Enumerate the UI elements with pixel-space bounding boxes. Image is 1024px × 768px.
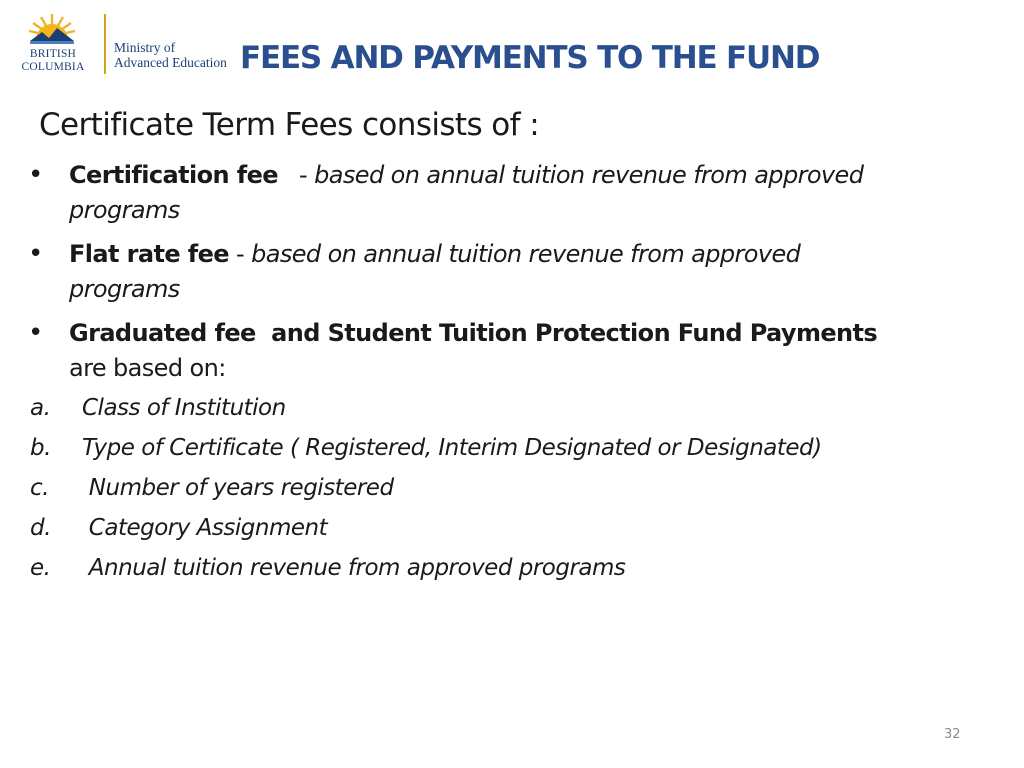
criteria-letter: a. bbox=[30, 395, 51, 421]
criteria-item bbox=[30, 388, 822, 428]
logo-divider bbox=[104, 14, 106, 74]
bullet-separator: - bbox=[277, 161, 315, 189]
bc-ministry-logo bbox=[12, 10, 227, 76]
bullet-certification-fee bbox=[26, 158, 966, 228]
bullet-separator: - bbox=[228, 240, 252, 268]
fee-bullet-list bbox=[26, 158, 966, 395]
bullet-graduated-fee bbox=[26, 316, 966, 386]
slide-title: FEES AND PAYMENTS TO THE FUND bbox=[240, 40, 820, 76]
bullet-flat-rate-fee bbox=[26, 237, 966, 307]
logo-line-columbia: COLUMBIA bbox=[21, 61, 85, 73]
bullet-icon: • bbox=[28, 318, 43, 348]
criteria-text: Type of Certificate ( Registered, Interim Designated or Designated) bbox=[82, 435, 822, 461]
section-subheading: Certificate Term Fees consists of : bbox=[39, 107, 540, 143]
bc-wordmark bbox=[12, 48, 94, 74]
ministry-name bbox=[114, 40, 227, 70]
criteria-item bbox=[30, 548, 822, 588]
bullet-desc-cont: programs bbox=[69, 275, 180, 303]
criteria-text: Category Assignment bbox=[82, 515, 328, 541]
ministry-line-2: Advanced Education bbox=[114, 55, 227, 70]
criteria-letter: c. bbox=[30, 475, 49, 501]
criteria-letter: e. bbox=[30, 555, 51, 581]
logo-line-british: BRITISH bbox=[29, 48, 77, 60]
bullet-lead: Flat rate fee bbox=[69, 240, 229, 268]
criteria-item bbox=[30, 468, 822, 508]
page-number: 32 bbox=[944, 727, 961, 742]
bullet-plain: are based on: bbox=[69, 354, 226, 382]
criteria-text: Annual tuition revenue from approved programs bbox=[82, 555, 626, 581]
bullet-desc: based on annual tuition revenue from approved bbox=[314, 161, 864, 189]
criteria-text: Number of years registered bbox=[82, 475, 394, 501]
criteria-item bbox=[30, 508, 822, 548]
bullet-lead: Graduated fee and Student Tuition Protection Fund Payments bbox=[69, 319, 878, 347]
bullet-desc: based on annual tuition revenue from approved bbox=[251, 240, 801, 268]
criteria-letter: d. bbox=[30, 515, 51, 541]
criteria-text: Class of Institution bbox=[82, 395, 286, 421]
bullet-icon: • bbox=[28, 239, 43, 269]
bullet-lead: Certification fee bbox=[69, 161, 278, 189]
criteria-list bbox=[30, 388, 822, 588]
bullet-icon: • bbox=[28, 160, 43, 190]
criteria-item bbox=[30, 428, 822, 468]
criteria-letter: b. bbox=[30, 435, 51, 461]
ministry-line-1: Ministry of bbox=[114, 40, 176, 55]
bullet-desc-cont: programs bbox=[69, 196, 180, 224]
